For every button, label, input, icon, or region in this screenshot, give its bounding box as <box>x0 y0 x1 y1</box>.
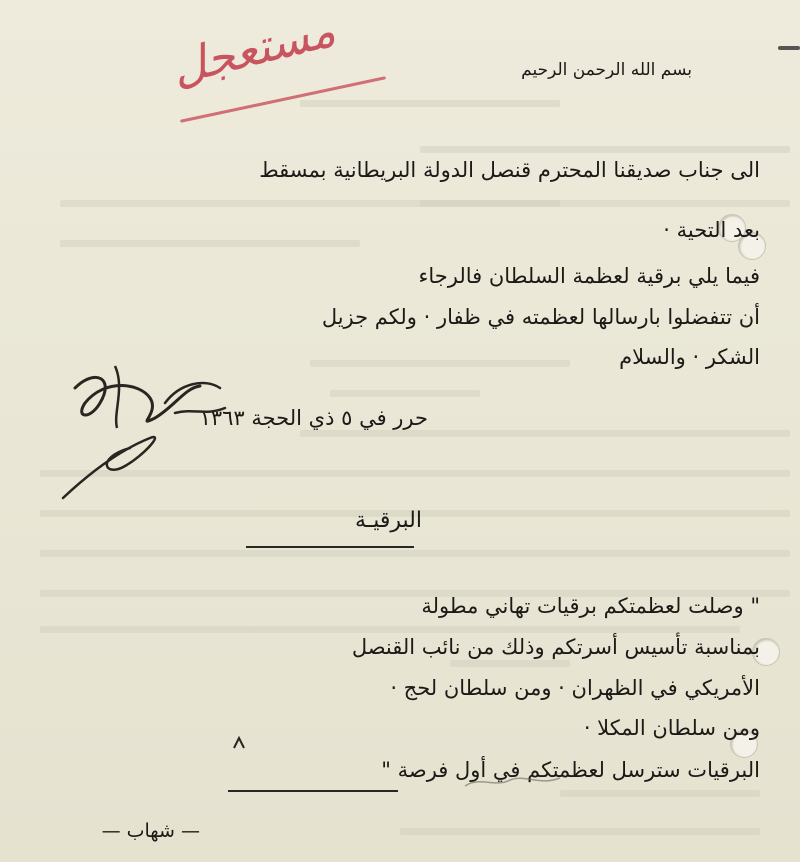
signature-text: ماجد بن تيمور <box>145 418 151 419</box>
body-line: أن تتفضلوا بارسالها لعظمته في ظفار · ولكم جزيل <box>321 305 760 329</box>
edge-mark <box>778 46 800 50</box>
closing-line: البرقيات سترسل لعظمتكم في أول فرصة " <box>381 758 760 782</box>
bismillah: بسم الله الرحمن الرحيم <box>521 60 692 80</box>
closing-underline <box>228 790 398 792</box>
insertion-caret-mark <box>232 736 246 750</box>
date-line: حرر في ٥ ذي الحجة ١٣٦٣ <box>199 406 428 430</box>
body-line: الشكر · والسلام <box>619 345 760 369</box>
telegram-line: بمناسبة تأسيس أسرتكم وذلك من نائب القنصل <box>351 635 760 659</box>
telegram-line: ومن سلطان المكلا · <box>583 716 760 740</box>
body-line: فيما يلي برقية لعظمة السلطان فالرجاء <box>418 264 760 288</box>
recipient-line: الى جناب صديقنا المحترم قنصل الدولة البريطانية بمسقط <box>259 158 760 182</box>
telegram-line: الأمريكي في الظهران · ومن سلطان لحج · <box>390 676 760 700</box>
urgent-stamp: مستعجل <box>165 2 341 96</box>
telegram-line: " وصلت لعظمتكم برقيات تهاني مطولة <box>421 594 760 618</box>
telegram-heading: البرقيـة <box>355 508 422 533</box>
greeting-line: بعد التحية · <box>663 218 760 242</box>
faint-handwritten-note <box>460 772 580 792</box>
heading-underline <box>246 546 414 548</box>
handwritten-signature <box>55 358 235 508</box>
sender-name: — شهاب — <box>101 820 200 842</box>
